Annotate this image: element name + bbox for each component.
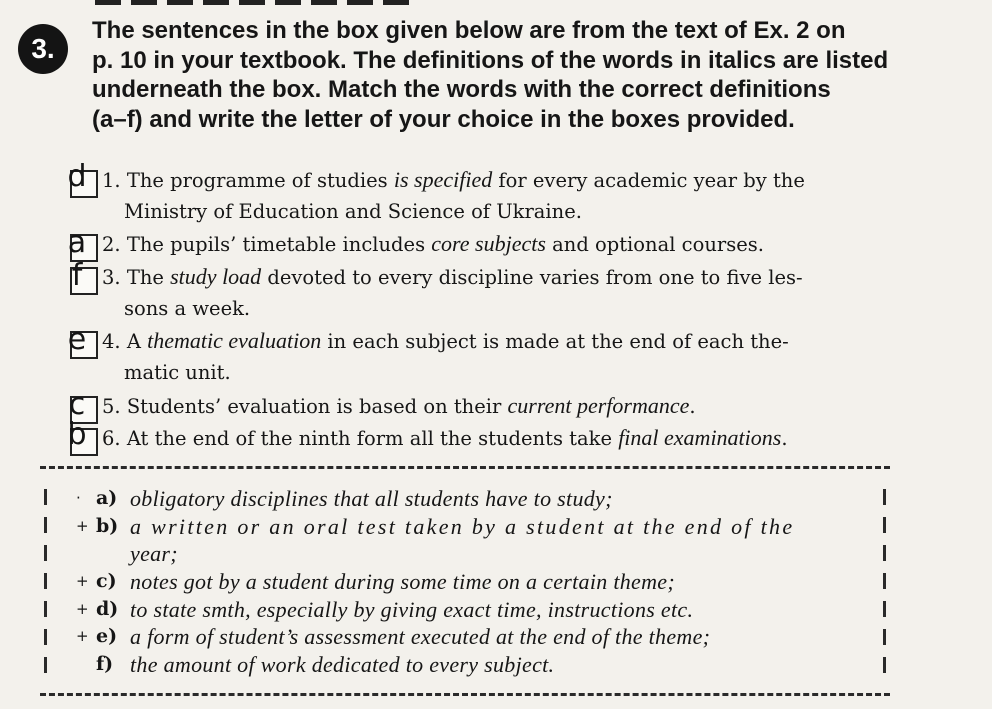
sentence-number: 6. [102,427,121,450]
definition-text: the amount of work dedicated to every subject. [130,652,555,677]
definition-letter: a) [96,487,118,509]
sentence-number: 4. [102,330,121,353]
exercise-instruction [92,16,962,134]
definition-text: to state smth, especially by giving exact time, instructions etc. [130,597,694,622]
definition-text: a form of student’s assessment executed at the end of the theme; [130,624,711,649]
sentence-text: Students’ evaluation is based on their [126,395,508,418]
sentence-continuation: sons a week. [124,297,251,320]
sentence-continuation: matic unit. [124,361,231,384]
top-dashed-rule [95,0,415,5]
sentence-text: . [781,427,788,450]
sentence-text: The programme of studies [126,169,394,192]
handwritten-answer: d [67,159,87,194]
definition-letter: d) [96,598,119,620]
instruction-line: (a–f) and write the letter of your choice in the boxes provided. [92,105,795,133]
sentence-number: 5. [102,395,121,418]
sentence-text: in each subject is made at the end of each the- [321,330,789,353]
pencil-tick: + [76,627,89,645]
sentence-text: devoted to every discipline varies from one to five les- [261,266,803,289]
sentence-text: . [689,395,696,418]
sentence-number: 2. [102,233,121,256]
definition-letter: c) [96,570,117,592]
box-right-dashed-edge [883,489,886,679]
sentence-keyword: final examinations [618,425,782,450]
sentence-keyword: study load [170,264,262,289]
sentence-text: The pupils’ timetable includes [126,233,432,256]
sentence-keyword: thematic evaluation [147,328,322,353]
instruction-line: The sentences in the box given below are from the text of Ex. 2 on [92,17,846,44]
pencil-tick: · [76,489,81,507]
pencil-tick: + [76,517,89,535]
sentence-continuation: Ministry of Education and Science of Ukraine. [124,200,582,223]
handwritten-answer: b [67,417,87,452]
handwritten-answer: c [68,387,86,422]
instruction-line: p. 10 in your textbook. The definitions of the words in italics are listed [92,46,889,74]
handwritten-answer: e [67,322,87,357]
pencil-tick: + [76,572,89,590]
sentence-keyword: is specified [393,167,493,192]
sentence-text: A [126,330,148,353]
sentence-text: The [126,266,171,289]
handwritten-answer: a [67,225,87,260]
sentence-text: At the end of the ninth form all the students take [126,427,619,450]
sentence-keyword: current performance [507,393,690,418]
definitions-box [40,466,890,696]
sentence-text: for every academic year by the [492,169,805,192]
sentence-keyword: core subjects [431,231,546,256]
sentence-text: and optional courses. [545,233,764,256]
sentence-number: 3. [102,266,121,289]
definition-letter: b) [96,515,119,537]
definition-letter: e) [96,625,118,647]
exercise-number-badge: 3. [18,24,68,74]
pencil-tick: + [76,600,89,618]
definition-letter: f) [96,653,114,675]
sentence-number: 1. [102,169,121,192]
box-left-dashed-edge [44,489,47,679]
instruction-line: underneath the box. Match the words with the correct definitions [92,76,831,103]
definition-text: a written or an oral test taken by a student at the end of the [130,514,795,539]
definition-text: notes got by a student during some time on a certain theme; [130,569,676,594]
definition-text: obligatory disciplines that all students have to study; [130,486,613,511]
handwritten-answer: f [71,258,83,293]
definition-text-continuation: year; [130,541,178,566]
